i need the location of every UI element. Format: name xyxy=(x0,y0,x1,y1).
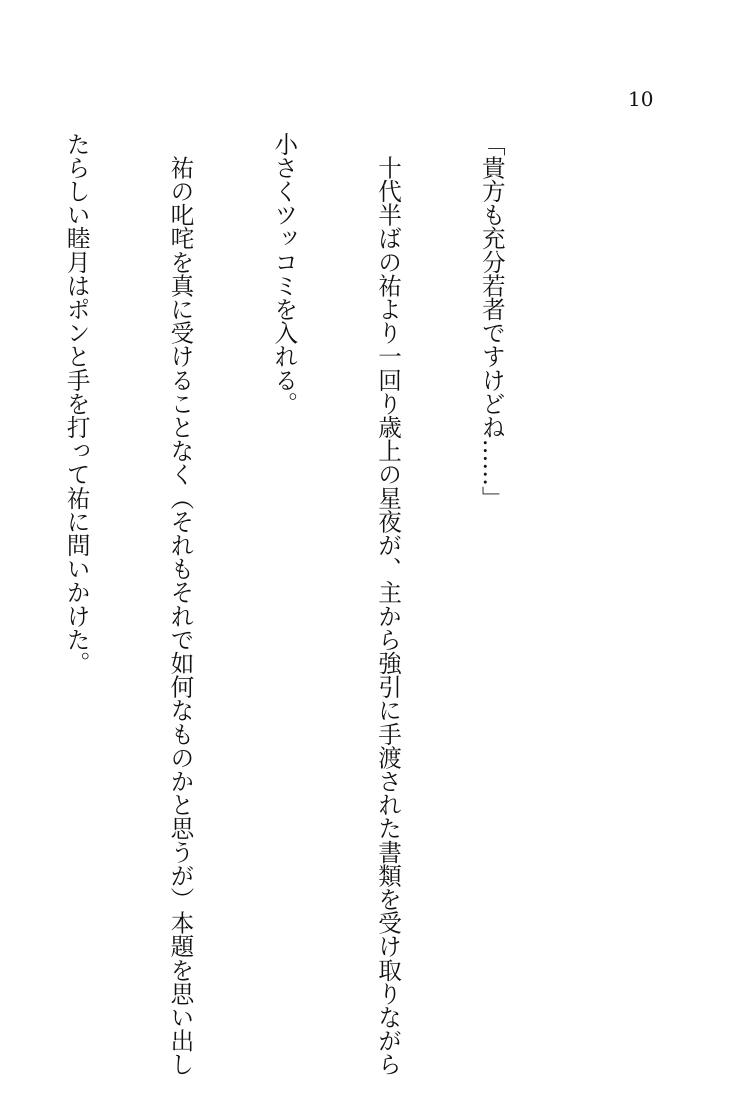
text-line: たらしい睦月はポンと手を打って祐に問いかけた。 xyxy=(62,132,91,675)
page-number: 10 xyxy=(628,87,654,111)
text-line: 小さくツッコミを入れる。 xyxy=(270,132,299,416)
text-line: 祐の叱咤を真に受けることなく（それもそれで如何なものかと思うが）本題を思い出し xyxy=(166,132,195,1076)
vertical-body-text xyxy=(0,132,578,1076)
text-line: 「貴方も充分若者ですけどね……」 xyxy=(477,132,506,510)
text-line: 十代半ばの祐より一回り歳上の星夜が、主から強引に手渡された書類を受け取りながら xyxy=(374,132,403,1076)
